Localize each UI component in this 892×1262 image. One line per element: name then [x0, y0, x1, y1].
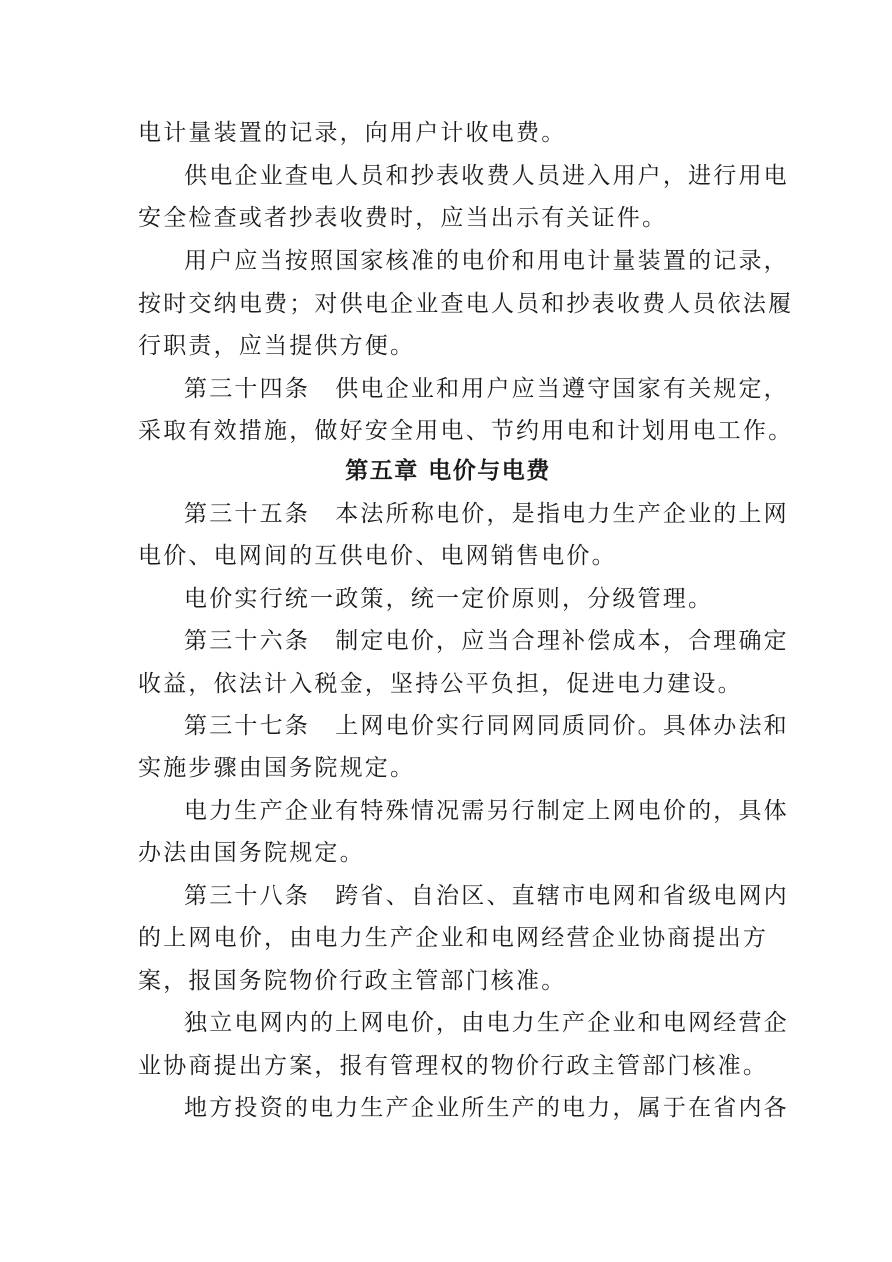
text-line: 案，报国务院物价行政主管部门核准。: [138, 968, 567, 994]
text-line: 独 立 电 网 内 的 上 网 电 价 ， 由 电 力 生 产 企 业 和 电 网 经 营 企: [184, 1010, 789, 1036]
text-line: 实施步骤由国务院规定。: [138, 755, 416, 781]
text-line: 行职责，应当提供方便。: [138, 333, 416, 359]
text-line: 安全检查或者抄表收费时，应当出示有关证件。: [138, 205, 668, 231]
text-line: 电 力 生 产 企 业 有 特 殊 情 况 需 另 行 制 定 上 网 电 价 的 ， 具 体: [184, 798, 789, 824]
text-line: 第 三 十 六 条 制 定 电 价 ， 应 当 合 理 补 偿 成 本 ， 合 理 确 定: [184, 628, 789, 654]
text-line: 电价、电网间的互供电价、电网销售电价。: [138, 543, 617, 569]
text-line: 业 协 商 提 出 方 案 ， 报 有 管 理 权 的 物 价 行 政 主 管 部 门 核 准 。: [138, 1053, 769, 1079]
text-line: 电价实行统一政策，统一定价原则，分级管理。: [184, 586, 714, 612]
text-line: 办法由国务院规定。: [138, 840, 365, 866]
text-line: 地 方 投 资 的 电 力 生 产 企 业 所 生 产 的 电 力 ， 属 于 在 省 内 各: [184, 1095, 789, 1121]
text-line: 第 三 十 五 条 本 法 所 称 电 价 ， 是 指 电 力 生 产 企 业 的 上 网: [184, 501, 789, 527]
text-line: 电计量装置的记录，向用户计收电费。: [138, 120, 567, 146]
text-line: 采 取 有 效 措 施 ， 做 好 安 全 用 电 、 节 约 用 电 和 计 划 用 电 工 作 。: [138, 418, 794, 444]
text-line: 收益，依法计入税金，坚持公平负担，促进电力建设。: [138, 671, 743, 697]
text-line: 供 电 企 业 查 电 人 员 和 抄 表 收 费 人 员 进 入 用 户 ， 进 行 用 电: [184, 163, 789, 189]
text-line: 按 时 交 纳 电 费 ； 对 供 电 企 业 查 电 人 员 和 抄 表 收 费 人 员 依 法 履: [138, 291, 794, 317]
text-line: 第 三 十 八 条 跨 省 、 自 治 区 、 直 辖 市 电 网 和 省 级 电 网 内: [184, 883, 789, 909]
text-line: 第 三 十 四 条 供 电 企 业 和 用 户 应 当 遵 守 国 家 有 关 规 定 ，: [184, 376, 789, 402]
chapter-heading: 第五章 电价与电费: [345, 457, 551, 484]
text-line: 用 户 应 当 按 照 国 家 核 准 的 电 价 和 用 电 计 量 装 置 的 记 录 ，: [184, 248, 789, 274]
text-line: 第 三 十 七 条 上 网 电 价 实 行 同 网 同 质 同 价 。 具 体 办 法 和: [184, 713, 789, 739]
text-line: 的 上 网 电 价 ， 由 电 力 生 产 企 业 和 电 网 经 营 企 业 协 商 提 出 方: [138, 925, 769, 951]
